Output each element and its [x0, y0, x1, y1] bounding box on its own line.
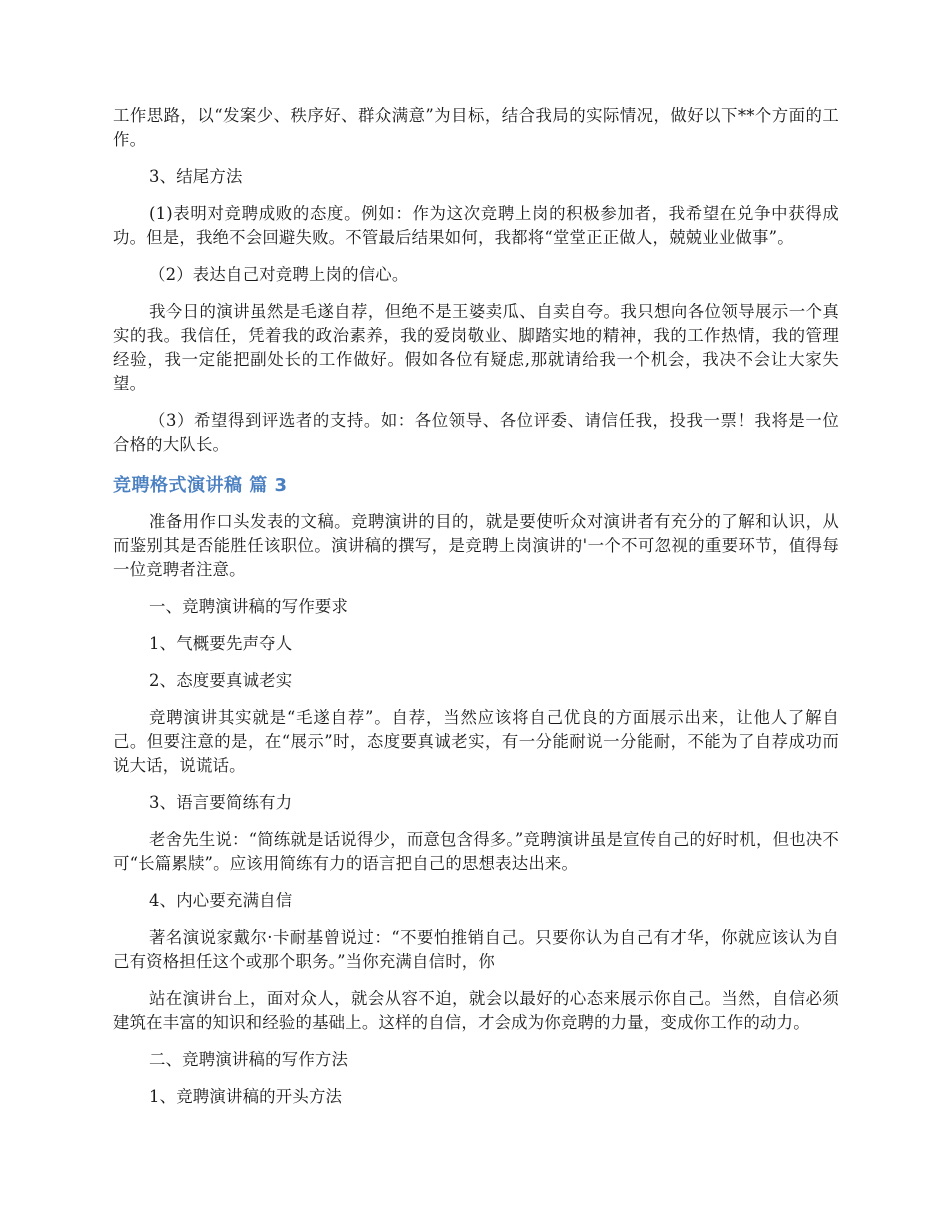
- document-page: [113, 104, 839, 1122]
- paragraph: 竞聘演讲其实就是“毛遂自荐”。自荐，当然应该将自己优良的方面展示出来，让他人了解自己。但要注意的是，在“展示”时，态度要真诚老实，有一分能耐说一分能耐，不能为了自荐成功而说大话，说谎话。: [113, 708, 839, 775]
- paragraph: 著名演说家戴尔·卡耐基曾说过：“不要怕推销自己。只要你认为自己有才华，你就应该认为自己有资格担任这个或那个职务。”当你充满自信时，你: [113, 928, 839, 971]
- section-heading: 竞聘格式演讲稿 篇 3: [113, 475, 288, 496]
- paragraph: 准备用作口头发表的文稿。竞聘演讲的目的，就是要使听众对演讲者有充分的了解和认识，从而鉴别其是否能胜任该职位。演讲稿的撰写，是竞聘上岗演讲的'一个不可忽视的重要环节，值得每一位竞聘者注意。: [113, 512, 839, 579]
- paragraph: 站在演讲台上，面对众人，就会从容不迫，就会以最好的心态来展示你自己。当然，自信必须建筑在丰富的知识和经验的基础上。这样的自信，才会成为你竞聘的力量，变成你工作的动力。: [113, 989, 839, 1032]
- paragraph: （3）希望得到评选者的支持。如：各位领导、各位评委、请信任我，投我一票！我将是一位合格的大队长。: [113, 411, 839, 454]
- document-body-top: [113, 104, 839, 457]
- paragraph: 二、竞聘演讲稿的写作方法: [149, 1050, 349, 1069]
- paragraph: 4、内心要充满自信: [149, 891, 293, 910]
- document-body-bottom: [113, 510, 839, 1109]
- paragraph: 2、态度要真诚老实: [149, 671, 293, 690]
- paragraph: 工作思路，以“发案少、秩序好、群众满意”为目标，结合我局的实际情况，做好以下**个方面的工作。: [113, 106, 839, 149]
- paragraph: (1)表明对竞聘成败的态度。例如：作为这次竞聘上岗的积极参加者，我希望在兑争中获得成功。但是，我绝不会回避失败。不管最后结果如何，我都将“堂堂正正做人，兢兢业业做事”。: [113, 204, 839, 247]
- paragraph: 3、语言要简练有力: [149, 793, 293, 812]
- paragraph: 1、气概要先声夺人: [149, 634, 293, 653]
- paragraph: 一、竞聘演讲稿的写作要求: [149, 597, 349, 616]
- paragraph: （2）表达自己对竞聘上岗的信心。: [149, 265, 409, 284]
- paragraph: 老舍先生说：“简练就是话说得少，而意包含得多。”竞聘演讲虽是宣传自己的好时机，但也决不可“长篇累牍”。应该用简练有力的语言把自己的思想表达出来。: [113, 830, 839, 873]
- paragraph: 1、竞聘演讲稿的开头方法: [149, 1087, 343, 1106]
- paragraph: 我今日的演讲虽然是毛遂自荐，但绝不是王婆卖瓜、自卖自夸。我只想向各位领导展示一个真实的我。我信任，凭着我的政治素养，我的爱岗敬业、脚踏实地的精神，我的工作热情，我的管理经验，我一定能把副处长的工作做好。假如各位有疑虑,那就请给我一个机会，我决不会让大家失望。: [113, 302, 839, 393]
- paragraph: 3、结尾方法: [149, 167, 243, 186]
